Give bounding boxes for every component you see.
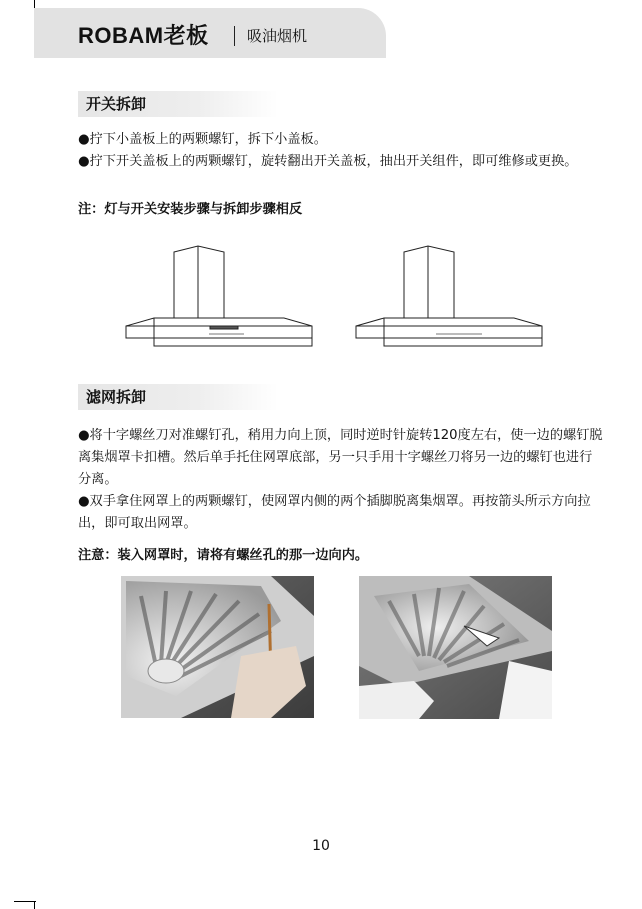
section-title-switch-removal [78, 91, 278, 117]
paragraph-step-1: ●拧下小盖板上的两颗螺钉，拆下小盖板。 [78, 132, 327, 147]
crop-mark-bottom-h [14, 901, 36, 902]
section-title-text: 开关拆卸 [86, 95, 147, 113]
paragraph-step-2: ●拧下开关盖板上的两颗螺钉，旋转翻出开关盖板，抽出开关组件，即可维修或更换。 [78, 154, 578, 169]
crop-mark-top [34, 0, 35, 8]
header-product-name: 吸油烟机 [247, 27, 308, 45]
hood-diagram-open [354, 242, 544, 354]
page-number: 10 [312, 838, 330, 854]
paragraph-filter-step-1: ●将十字螺丝刀对准螺钉孔，稍用力向上顶，同时逆时针旋转120度左右，使一边的螺钉脱离集烟罩卡扣槽。然后单手托住网罩底部，另一只手用十字螺丝刀将另一边的螺钉也进行分离。 [78, 428, 603, 487]
crop-mark-bottom-v [34, 901, 35, 909]
photo-screwdriver-filter [121, 576, 314, 718]
photo-pull-filter [359, 576, 552, 719]
note-filter-text: 注意：装入网罩时，请将有螺丝孔的那一边向内。 [78, 548, 369, 563]
paragraph-filter-step-2: ●双手拿住网罩上的两颗螺钉，使网罩内侧的两个插脚脱离集烟罩。再按箭头所示方向拉出，即可取出网罩。 [78, 494, 591, 531]
hood-diagram-closed [124, 242, 314, 354]
note-text: 注：灯与开关安装步骤与拆卸步骤相反 [78, 202, 303, 217]
header-separator [234, 26, 235, 46]
brand-logo: ROBAM老板 [78, 23, 209, 48]
section-title-filter-removal [78, 384, 278, 410]
section-title-text: 滤网拆卸 [86, 388, 147, 406]
